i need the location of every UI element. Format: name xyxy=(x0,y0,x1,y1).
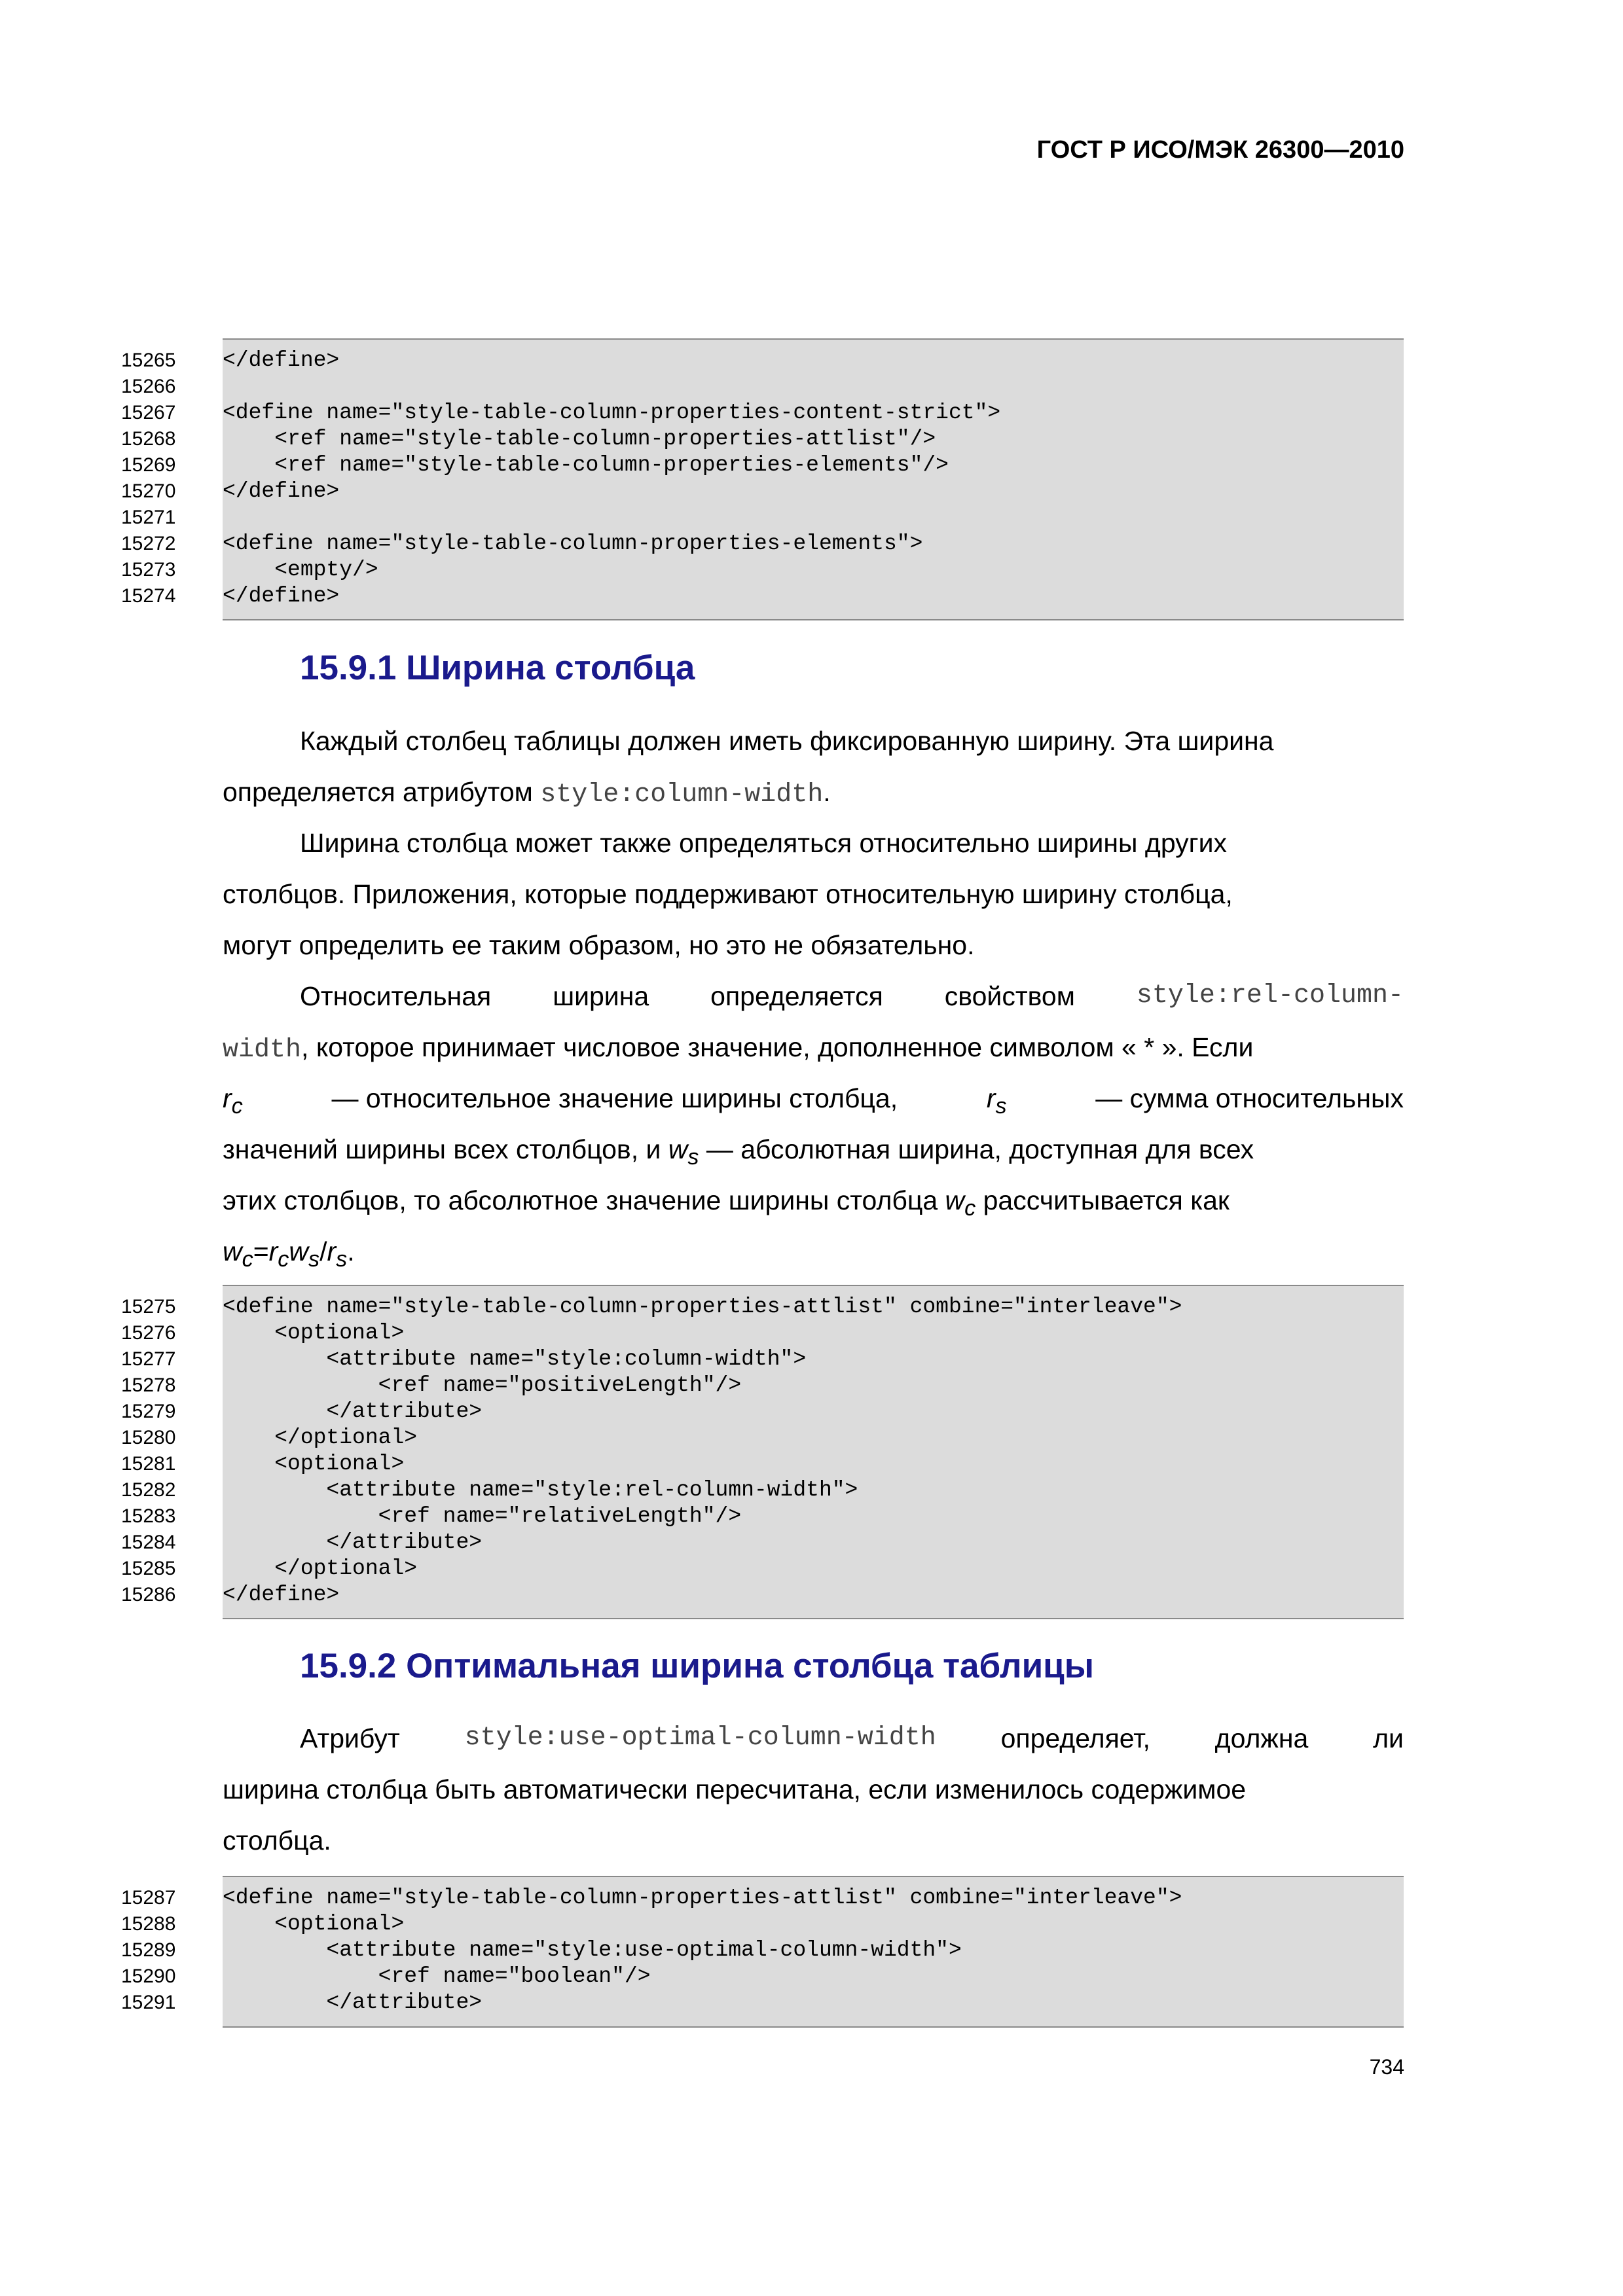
line-number: 15291 xyxy=(121,1992,176,2013)
code-line xyxy=(121,426,1404,452)
code-text: </attribute> xyxy=(223,1399,483,1424)
line-number: 15273 xyxy=(121,559,176,581)
math-var: w xyxy=(668,1134,688,1164)
line-number: 15271 xyxy=(121,507,176,528)
code-line xyxy=(121,1990,1404,2016)
code-line xyxy=(121,1530,1404,1556)
inline-code: width xyxy=(223,1035,302,1065)
line-number: 15275 xyxy=(121,1296,176,1318)
paragraph-line: Ширина столбца может также определяться относительно ширины других xyxy=(300,828,1228,858)
line-number: 15284 xyxy=(121,1532,176,1553)
math-subscript: s xyxy=(687,1145,699,1170)
code-line xyxy=(121,505,1404,531)
line-number: 15278 xyxy=(121,1374,176,1396)
line-number: 15289 xyxy=(121,1939,176,1961)
line-number: 15286 xyxy=(121,1584,176,1605)
code-line xyxy=(121,557,1404,583)
math-subscript: c xyxy=(242,1247,253,1272)
text: определяет, xyxy=(1000,1723,1150,1753)
code-text: <ref name="boolean"/> xyxy=(223,1964,651,1988)
paragraph-line xyxy=(300,1719,1404,1758)
line-number: 15276 xyxy=(121,1322,176,1344)
math-var: $r_c$ xyxy=(223,1083,243,1119)
text: ли xyxy=(1373,1723,1404,1753)
text: определяется xyxy=(710,981,883,1011)
code-text: <ref name="positiveLength"/> xyxy=(223,1373,742,1397)
section-heading-15-9-1: 15.9.1 Ширина столбца xyxy=(300,649,695,687)
code-line xyxy=(121,1399,1404,1425)
text: — относительное значение ширины столбца, xyxy=(331,1083,898,1113)
code-text: <attribute name="style:use-optimal-column-width"> xyxy=(223,1938,962,1962)
paragraph-line: ширина столбца быть автоматически пересчитана, если изменилось содержимое xyxy=(223,1774,1247,1804)
line-number: 15282 xyxy=(121,1479,176,1501)
paragraph-line xyxy=(223,772,1404,815)
code-line xyxy=(121,478,1404,505)
paragraph-line: столбца. xyxy=(223,1825,331,1856)
math-var: $r_s$ xyxy=(986,1083,1007,1119)
math-var: r xyxy=(327,1236,337,1266)
line-number: 15281 xyxy=(121,1453,176,1475)
line-number: 15283 xyxy=(121,1505,176,1527)
code-line xyxy=(121,452,1404,478)
formula-line xyxy=(223,1232,1404,1279)
text: — сумма относительных xyxy=(1095,1083,1404,1113)
code-text: <optional> xyxy=(223,1321,405,1345)
text: рассчитывается как xyxy=(976,1185,1230,1215)
code-line xyxy=(121,1451,1404,1477)
math-var: w xyxy=(945,1185,965,1215)
line-number: 15279 xyxy=(121,1401,176,1422)
text: значений ширины всех столбцов, и xyxy=(223,1134,668,1164)
paragraph-line: могут определить ее таким образом, но это не обязательно. xyxy=(223,930,975,960)
paragraph-line xyxy=(223,1028,1404,1070)
math-subscript: s xyxy=(336,1247,348,1272)
code-line xyxy=(121,1294,1404,1320)
paragraph-line: Каждый столбец таблицы должен иметь фиксированную ширину. Эта ширина xyxy=(300,726,1274,756)
page-number: 734 xyxy=(1369,2055,1404,2079)
code-line xyxy=(121,400,1404,426)
math-op: / xyxy=(319,1236,327,1266)
code-text: <empty/> xyxy=(223,558,378,582)
paragraph-line xyxy=(300,977,1404,1016)
line-number: 15287 xyxy=(121,1887,176,1909)
code-text: <define name="style-table-column-properties-attlist" combine="interleave"> xyxy=(223,1295,1182,1319)
line-number: 15266 xyxy=(121,376,176,397)
code-text: <optional> xyxy=(223,1912,405,1936)
code-line xyxy=(121,1503,1404,1530)
line-number: 15268 xyxy=(121,428,176,450)
code-text: </attribute> xyxy=(223,1530,483,1554)
code-line xyxy=(121,1556,1404,1582)
code-line xyxy=(121,1937,1404,1964)
line-number: 15269 xyxy=(121,454,176,476)
code-text: </define> xyxy=(223,1583,340,1607)
code-line xyxy=(121,531,1404,557)
code-text: <define name="style-table-column-properties-attlist" combine="interleave"> xyxy=(223,1886,1182,1910)
math-var: w xyxy=(289,1236,308,1266)
text: свойством xyxy=(944,981,1075,1011)
code-line xyxy=(121,1911,1404,1937)
code-line xyxy=(121,1885,1404,1911)
code-text: </define> xyxy=(223,348,340,372)
code-text: <attribute name="style:rel-column-width"> xyxy=(223,1478,858,1502)
code-text: <attribute name="style:column-width"> xyxy=(223,1347,807,1371)
inline-code: style:column-width xyxy=(540,780,824,810)
code-text: </define> xyxy=(223,479,340,503)
code-line xyxy=(121,348,1404,374)
text: определяется атрибутом xyxy=(223,777,541,807)
math-var: r xyxy=(268,1236,278,1266)
text: . xyxy=(823,777,831,807)
paragraph-line xyxy=(223,1079,1404,1126)
code-line xyxy=(121,1425,1404,1451)
paragraph-line xyxy=(223,1130,1404,1177)
code-line xyxy=(121,374,1404,400)
math-subscript: c xyxy=(278,1247,289,1272)
paragraph-line xyxy=(223,1181,1404,1228)
code-text: </attribute> xyxy=(223,1990,483,2015)
code-line xyxy=(121,1477,1404,1503)
code-line xyxy=(121,1372,1404,1399)
line-number: 15285 xyxy=(121,1558,176,1579)
line-number: 15270 xyxy=(121,480,176,502)
text: этих столбцов, то абсолютное значение ширины столбца xyxy=(223,1185,945,1215)
line-number: 15267 xyxy=(121,402,176,423)
code-text: <optional> xyxy=(223,1452,405,1476)
text: Относительная xyxy=(300,981,492,1011)
code-text: <define name="style-table-column-properties-elements"> xyxy=(223,531,923,556)
text: , которое принимает числовое значение, дополненное символом « * ». Если xyxy=(301,1032,1254,1062)
math-var: w xyxy=(223,1236,242,1266)
document-header: ГОСТ Р ИСО/МЭК 26300—2010 xyxy=(1036,136,1404,164)
code-text: </optional> xyxy=(223,1556,418,1581)
line-number: 15272 xyxy=(121,533,176,554)
line-number: 15288 xyxy=(121,1913,176,1935)
inline-code: style:use-optimal-column-width xyxy=(464,1723,936,1753)
math-op: . xyxy=(347,1236,355,1266)
code-block-2 xyxy=(121,1285,1404,1619)
code-block-1 xyxy=(121,338,1404,620)
code-text: <define name="style-table-column-properties-content-strict"> xyxy=(223,401,1001,425)
code-line xyxy=(121,1346,1404,1372)
line-number: 15280 xyxy=(121,1427,176,1448)
math-subscript: s xyxy=(308,1247,320,1272)
line-number: 15277 xyxy=(121,1348,176,1370)
code-text: <ref name="relativeLength"/> xyxy=(223,1504,742,1528)
code-text: <ref name="style-table-column-properties-elements"/> xyxy=(223,453,949,477)
math-subscript: c xyxy=(964,1196,976,1221)
code-line xyxy=(121,1582,1404,1608)
text: должна xyxy=(1214,1723,1309,1753)
code-text: </define> xyxy=(223,584,340,608)
paragraph-line: столбцов. Приложения, которые поддерживают относительную ширину столбца, xyxy=(223,879,1233,909)
line-number: 15274 xyxy=(121,585,176,607)
code-block-3 xyxy=(121,1876,1404,2028)
text: — абсолютная ширина, доступная для всех xyxy=(699,1134,1254,1164)
code-line xyxy=(121,1964,1404,1990)
text: ширина xyxy=(553,981,649,1011)
line-number: 15265 xyxy=(121,350,176,371)
inline-code: style:rel-column- xyxy=(1136,981,1404,1011)
code-text: </optional> xyxy=(223,1426,418,1450)
section-heading-15-9-2: 15.9.2 Оптимальная ширина столбца таблицы xyxy=(300,1647,1095,1685)
code-line xyxy=(121,1320,1404,1346)
math-op: = xyxy=(253,1236,269,1266)
code-text: <ref name="style-table-column-properties-attlist"/> xyxy=(223,427,936,451)
line-number: 15290 xyxy=(121,1965,176,1987)
code-line xyxy=(121,583,1404,609)
text: Атрибут xyxy=(300,1723,400,1753)
